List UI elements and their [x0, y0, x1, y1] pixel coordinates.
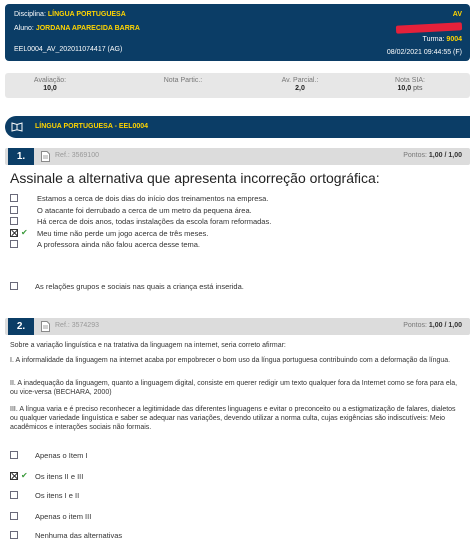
- grade-label: Nota SIA:: [395, 77, 425, 84]
- statement-item: II. A inadequação da linguagem, quanto a linguagem digital, consiste em querer redigir um texto qualquer fora da Internet como se fora para ela, ou vice-versa (BECHARA, 2000): [10, 380, 458, 396]
- grades-bar: [5, 73, 470, 98]
- statement-item: I. A informalidade da linguagem na internet acaba por empobrecer o bom uso da língua portuguesa contribuindo com a deformação da língua.: [10, 357, 451, 364]
- exam-datetime: 08/02/2021 09:44:55 (F): [386, 49, 462, 56]
- grade-avaliacao: [5, 77, 95, 93]
- question-points: [403, 152, 462, 159]
- statement-item: III. A língua varia e é preciso reconhecer a legitimidade das diferentes linguagens e evitar o preconceito ou a estigmatização de falares, dialetos ou qualquer variedade linguística e saber se adequar nas variações, devendo utilizar a norma culta, cujas exigências são indiscutíveis: Meio acadêmicos e interações sociais não formais.: [10, 406, 456, 431]
- grade-sia-value: 10,0: [397, 85, 412, 92]
- points-value: 1,00 / 1,00: [428, 322, 462, 329]
- book-icon: [11, 121, 23, 132]
- option-checkbox[interactable]: [10, 282, 18, 290]
- option-text: Estamos a cerca de dois dias do início dos treinamentos na empresa.: [37, 194, 269, 203]
- question-header: [5, 318, 470, 335]
- option-checkbox[interactable]: [10, 240, 18, 248]
- exam-type: AV: [452, 11, 462, 18]
- option-text: Meu time não perde um jogo acerca de três meses.: [37, 229, 209, 238]
- class-line: [423, 36, 462, 43]
- correct-check-icon: ✔: [21, 471, 28, 480]
- class-number: 9004: [446, 36, 462, 43]
- discipline-line: [14, 11, 126, 18]
- grade-value: 2,0: [295, 85, 305, 92]
- grade-sia: [365, 77, 455, 93]
- option-text: Nenhuma das alternativas: [35, 531, 123, 540]
- option-text: Há cerca de dois anos, todas instalações da escola foram reformadas.: [37, 217, 272, 226]
- course-bar: [5, 116, 470, 138]
- points-label: Pontos:: [403, 152, 427, 159]
- grade-value: 10,0: [43, 85, 57, 92]
- exam-header: [5, 4, 470, 61]
- grade-value: [365, 85, 455, 93]
- option-text: O atacante foi derrubado a cerca de um metro da pequena área.: [37, 206, 252, 215]
- option-checkbox[interactable]: [10, 451, 18, 459]
- redaction-mark: [396, 22, 462, 33]
- points-value: 1,00 / 1,00: [428, 152, 462, 159]
- question-ref: Ref.: 3569100: [55, 152, 99, 159]
- option-text: A professora ainda não falou acerca desse tema.: [37, 240, 201, 249]
- grade-parcial: [255, 77, 345, 93]
- option-text: Apenas o Item I: [35, 451, 88, 460]
- student-name: JORDANA APARECIDA BARRA: [35, 25, 140, 32]
- grade-unit: pts: [413, 85, 423, 92]
- option-checkbox[interactable]: [10, 206, 18, 214]
- option-checkbox[interactable]: [10, 531, 18, 539]
- option-checkbox[interactable]: [10, 217, 18, 225]
- grade-label: Av. Parcial.:: [281, 77, 319, 84]
- exam-code: EEL0004_AV_202011074417 (AG): [14, 46, 123, 53]
- grade-label: Avaliação:: [33, 77, 67, 84]
- option-text: Os itens II e III: [35, 472, 84, 481]
- option-text: Os itens I e II: [35, 491, 80, 500]
- points-label: Pontos:: [403, 322, 427, 329]
- option-checkbox-checked[interactable]: [10, 229, 18, 237]
- class-label: Turma:: [422, 36, 445, 43]
- course-title: LÍNGUA PORTUGUESA - EEL0004: [35, 123, 149, 130]
- option-checkbox[interactable]: [10, 512, 18, 520]
- question-ref: Ref.: 3574293: [55, 322, 99, 329]
- question-number: 1.: [8, 148, 34, 165]
- student-label: Aluno:: [14, 25, 34, 32]
- question-intro: Sobre a variação linguística e na tratativa da linguagem na internet, seria correto afirmar:: [10, 342, 286, 349]
- question-points: [403, 322, 462, 329]
- question-prompt: Assinale a alternativa que apresenta incorreção ortográfica:: [10, 170, 380, 186]
- option-checkbox-checked[interactable]: [10, 472, 18, 480]
- option-checkbox[interactable]: [10, 194, 18, 202]
- correct-check-icon: ✔: [21, 228, 28, 237]
- student-line: [14, 25, 140, 32]
- question-header: [5, 148, 470, 165]
- question-number: 2.: [8, 318, 34, 335]
- option-checkbox[interactable]: [10, 491, 18, 499]
- option-text: As relações grupos e sociais nas quais a criança está inserida.: [35, 282, 244, 291]
- grade-participacao: [138, 77, 228, 85]
- discipline-label: Disciplina:: [14, 11, 46, 18]
- discipline-name: LÍNGUA PORTUGUESA: [47, 11, 126, 18]
- document-icon[interactable]: [41, 151, 50, 162]
- document-icon[interactable]: [41, 321, 50, 332]
- grade-label: Nota Partic.:: [163, 77, 203, 84]
- option-text: Apenas o item III: [35, 512, 92, 521]
